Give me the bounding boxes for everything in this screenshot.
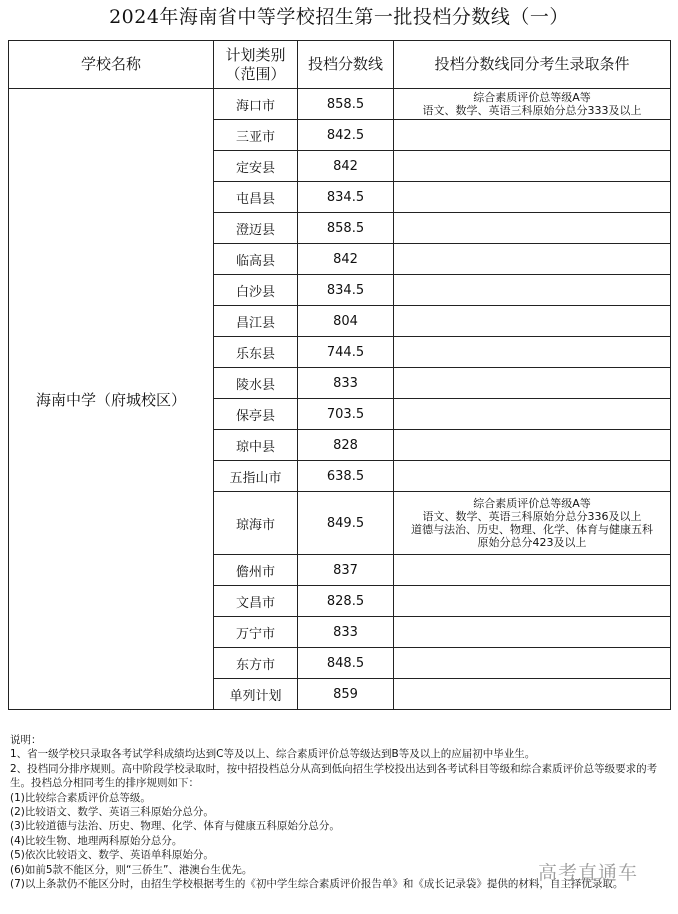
tie-condition xyxy=(394,399,671,430)
cutoff-score: 703.5 xyxy=(298,399,394,430)
cutoff-score: 834.5 xyxy=(298,182,394,213)
plan-area: 昌江县 xyxy=(214,306,298,337)
cutoff-score: 849.5 xyxy=(298,492,394,555)
plan-area: 定安县 xyxy=(214,151,298,182)
plan-area: 屯昌县 xyxy=(214,182,298,213)
tie-condition xyxy=(394,213,671,244)
header-condition: 投档分数线同分考生录取条件 xyxy=(394,41,671,89)
cutoff-score: 828 xyxy=(298,430,394,461)
cutoff-score: 638.5 xyxy=(298,461,394,492)
cutoff-score: 858.5 xyxy=(298,89,394,120)
header-score: 投档分数线 xyxy=(298,41,394,89)
header-plan-line1: 计划类别 xyxy=(225,45,286,64)
cutoff-score: 842.5 xyxy=(298,120,394,151)
condition-line: 综合素质评价总等级A等 xyxy=(473,91,591,104)
plan-area: 澄迈县 xyxy=(214,213,298,244)
plan-area: 陵水县 xyxy=(214,368,298,399)
cutoff-score: 744.5 xyxy=(298,337,394,368)
tie-condition xyxy=(394,275,671,306)
condition-line: 道德与法治、历史、物理、化学、体育与健康五科 xyxy=(411,523,653,536)
cutoff-score: 859 xyxy=(298,679,394,710)
plan-area: 三亚市 xyxy=(214,120,298,151)
plan-area: 琼海市 xyxy=(214,492,298,555)
watermark: 高考直通车 xyxy=(538,862,639,884)
plan-area: 儋州市 xyxy=(214,555,298,586)
cutoff-score: 833 xyxy=(298,368,394,399)
cutoff-score: 834.5 xyxy=(298,275,394,306)
note-line: (2)比较语文、数学、英语三科原始分总分。 xyxy=(10,806,214,819)
note-line: 2、投档同分排序规则。高中阶段学校录取时，按中招投档总分从高到低向招生学校投出达到各考试科目等级和综合素质评价总等级要求的考生。投档总分相同考生的排序规则如下： xyxy=(10,762,658,790)
plan-area: 文昌市 xyxy=(214,586,298,617)
note-line: (1)比较综合素质评价总等级。 xyxy=(10,791,151,804)
tie-condition xyxy=(394,617,671,648)
cutoff-score: 804 xyxy=(298,306,394,337)
cutoff-score: 842 xyxy=(298,151,394,182)
plan-area: 五指山市 xyxy=(214,461,298,492)
note-line: (5)依次比较语文、数学、英语单科原始分。 xyxy=(10,849,214,862)
cutoff-score: 842 xyxy=(298,244,394,275)
note-line: (4)比较生物、地理两科原始分总分。 xyxy=(10,834,183,847)
cutoff-score: 828.5 xyxy=(298,586,394,617)
plan-area: 琼中县 xyxy=(214,430,298,461)
tie-condition xyxy=(394,586,671,617)
header-plan xyxy=(214,41,298,89)
plan-area: 白沙县 xyxy=(214,275,298,306)
note-line: (6)如前5款不能区分，则“三侨生”、港澳台生优先。 xyxy=(10,863,253,876)
tie-condition xyxy=(394,89,671,120)
tie-condition xyxy=(394,182,671,213)
cutoff-score: 858.5 xyxy=(298,213,394,244)
page-title: 2024年海南省中等学校招生第一批投档分数线（一） xyxy=(109,6,569,28)
condition-line: 综合素质评价总等级A等 xyxy=(473,497,591,510)
plan-area: 临高县 xyxy=(214,244,298,275)
plan-area: 海口市 xyxy=(214,89,298,120)
tie-condition xyxy=(394,492,671,555)
tie-condition xyxy=(394,461,671,492)
cutoff-score: 833 xyxy=(298,617,394,648)
header-school: 学校名称 xyxy=(9,41,214,89)
table-header-row xyxy=(9,41,671,89)
tie-condition xyxy=(394,555,671,586)
score-table xyxy=(8,40,671,710)
tie-condition xyxy=(394,306,671,337)
plan-area: 乐东县 xyxy=(214,337,298,368)
tie-condition xyxy=(394,679,671,710)
tie-condition xyxy=(394,430,671,461)
plan-area: 单列计划 xyxy=(214,679,298,710)
header-plan-line2: （范围） xyxy=(225,64,286,83)
tie-condition xyxy=(394,337,671,368)
tie-condition xyxy=(394,368,671,399)
condition-line: 语文、数学、英语三科原始分总分336及以上 xyxy=(422,510,642,523)
note-line: (7)以上条款仍不能区分时，由招生学校根据考生的《初中学生综合素质评价报告单》和《成长记录袋》提供的材料，自主择优录取。 xyxy=(10,878,624,891)
tie-condition xyxy=(394,120,671,151)
tie-condition xyxy=(394,648,671,679)
plan-area: 东方市 xyxy=(214,648,298,679)
condition-line: 语文、数学、英语三科原始分总分333及以上 xyxy=(422,104,642,117)
cutoff-score: 848.5 xyxy=(298,648,394,679)
cutoff-score: 837 xyxy=(298,555,394,586)
school-name: 海南中学（府城校区） xyxy=(9,89,214,710)
note-line: 1、省一级学校只录取各考试学科成绩均达到C等及以上、综合素质评价总等级达到B等及以上的应届初中毕业生。 xyxy=(10,748,536,761)
tie-condition xyxy=(394,244,671,275)
plan-area: 万宁市 xyxy=(214,617,298,648)
table-row xyxy=(9,89,671,120)
note-line: 说明： xyxy=(10,734,42,746)
tie-condition xyxy=(394,151,671,182)
plan-area: 保亭县 xyxy=(214,399,298,430)
condition-line: 原始分总分423及以上 xyxy=(477,536,587,549)
note-line: (3)比较道德与法治、历史、物理、化学、体育与健康五科原始分总分。 xyxy=(10,820,340,833)
